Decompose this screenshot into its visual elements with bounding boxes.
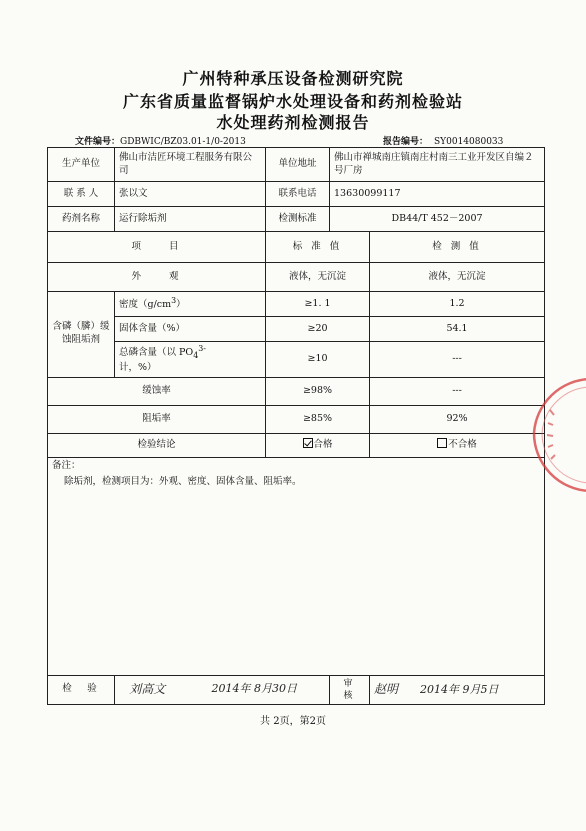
corrosion-row [48, 377, 545, 405]
appearance-standard: 液体，无沉淀 [266, 263, 370, 292]
pass-label: 合格 [313, 439, 333, 451]
red-seal-stamp [520, 375, 586, 495]
solid-result: 54.1 [370, 317, 545, 342]
review-date: 2014年 9月5日 [420, 683, 499, 697]
conclusion-row [48, 433, 545, 457]
station-title: 广东省质量监督锅炉水处理设备和药剂检验站 [122, 92, 463, 111]
contact-value: 张以文 [115, 182, 266, 207]
phosphorus-label-post: 计，%） [119, 361, 157, 373]
phosphorus-row [48, 342, 545, 378]
notes-text: 除垢剂，检测项目为：外观、密度、固体含量、阻垢率。 [64, 476, 302, 488]
phone-label: 联系电话 [266, 182, 330, 207]
result-header: 检 测 值 [370, 232, 545, 263]
group-label: 含磷（膦）缓蚀阻垢剂 [48, 292, 115, 378]
inspect-date-cell [180, 675, 330, 704]
standard-label: 检测标准 [266, 207, 330, 232]
fail-option [370, 433, 545, 457]
notes-row [48, 457, 545, 675]
column-header-row [48, 232, 545, 263]
density-label [115, 292, 266, 317]
reviewer-signature [370, 675, 545, 704]
phosphorus-label-pre: 总磷含量（以 PO [119, 347, 194, 359]
phosphorus-label [115, 342, 266, 378]
phosphorus-label-sup: 3- [198, 344, 206, 353]
corrosion-standard: ≥98% [266, 377, 370, 405]
density-result: 1.2 [370, 292, 545, 317]
solid-label: 固体含量（%） [115, 317, 266, 342]
report-title: 水处理药剂检测报告 [216, 113, 370, 132]
density-row [48, 292, 545, 317]
appearance-result: 液体，无沉淀 [370, 263, 545, 292]
appearance-row [48, 263, 545, 292]
inspect-date: 2014年 8月30日 [211, 682, 297, 696]
corrosion-label: 缓蚀率 [48, 377, 266, 405]
notes-cell [48, 457, 545, 675]
pass-option [266, 433, 370, 457]
producer-label: 生产单位 [48, 148, 115, 182]
address-value: 佛山市禅城南庄镇南庄村南三工业开发区自编２号厂房 [330, 148, 545, 182]
density-standard: ≥1. 1 [266, 292, 370, 317]
phosphorus-label-sub: 4 [193, 351, 199, 361]
solid-row [48, 317, 545, 342]
standard-value: DB44/T 452－2007 [330, 207, 545, 232]
checked-box-icon [303, 438, 313, 448]
density-label-pre: 密度（g/cm [119, 299, 172, 311]
conclusion-label: 检验结论 [48, 433, 266, 457]
corrosion-result: --- [370, 377, 545, 405]
page-indicator: 共 2页，第2页 [260, 716, 326, 727]
producer-value: 佛山市洁匠环境工程服务有限公司 [115, 148, 266, 182]
producer-row [48, 148, 545, 182]
report-number [383, 134, 509, 147]
inspector-signature [115, 675, 180, 704]
agent-row [48, 207, 545, 232]
scale-standard: ≥85% [266, 405, 370, 433]
inspector-name: 刘高文 [129, 682, 166, 697]
empty-box-icon [437, 438, 447, 448]
item-header: 项 目 [48, 232, 266, 263]
agent-label: 药剂名称 [48, 207, 115, 232]
scale-result: 92% [370, 405, 545, 433]
inspector-label: 检 验 [48, 675, 115, 704]
phosphorus-result: --- [370, 342, 545, 378]
document-number [75, 134, 246, 147]
fail-label: 不合格 [448, 439, 477, 451]
agent-value: 运行除垢剂 [115, 207, 266, 232]
scale-label: 阻垢率 [48, 405, 266, 433]
contact-row [48, 182, 545, 207]
density-label-sup: 3 [171, 296, 177, 306]
contact-label: 联 系 人 [48, 182, 115, 207]
document-number-value: GDBWIC/BZ03.01-1/0-2013 [120, 137, 246, 147]
appearance-label: 外 观 [48, 263, 266, 292]
density-label-post: ） [176, 299, 186, 311]
notes-label: 备注： [52, 459, 81, 471]
phone-value: 13630099117 [330, 182, 545, 207]
report-table [47, 147, 545, 705]
reviewer-label: 审 核 [330, 675, 370, 704]
signature-row [48, 675, 545, 704]
report-number-value: SY0014080033 [428, 137, 509, 148]
document-number-label: 文件编号： [75, 137, 121, 147]
scale-row [48, 405, 545, 433]
solid-standard: ≥20 [266, 317, 370, 342]
phosphorus-standard: ≥10 [266, 342, 370, 378]
address-label: 单位地址 [266, 148, 330, 182]
reviewer-name: 赵明 [374, 682, 399, 697]
institute-title: 广州特种承压设备检测研究院 [182, 69, 404, 88]
report-number-label: 报告编号： [383, 137, 429, 147]
standard-header: 标 准 值 [266, 232, 370, 263]
